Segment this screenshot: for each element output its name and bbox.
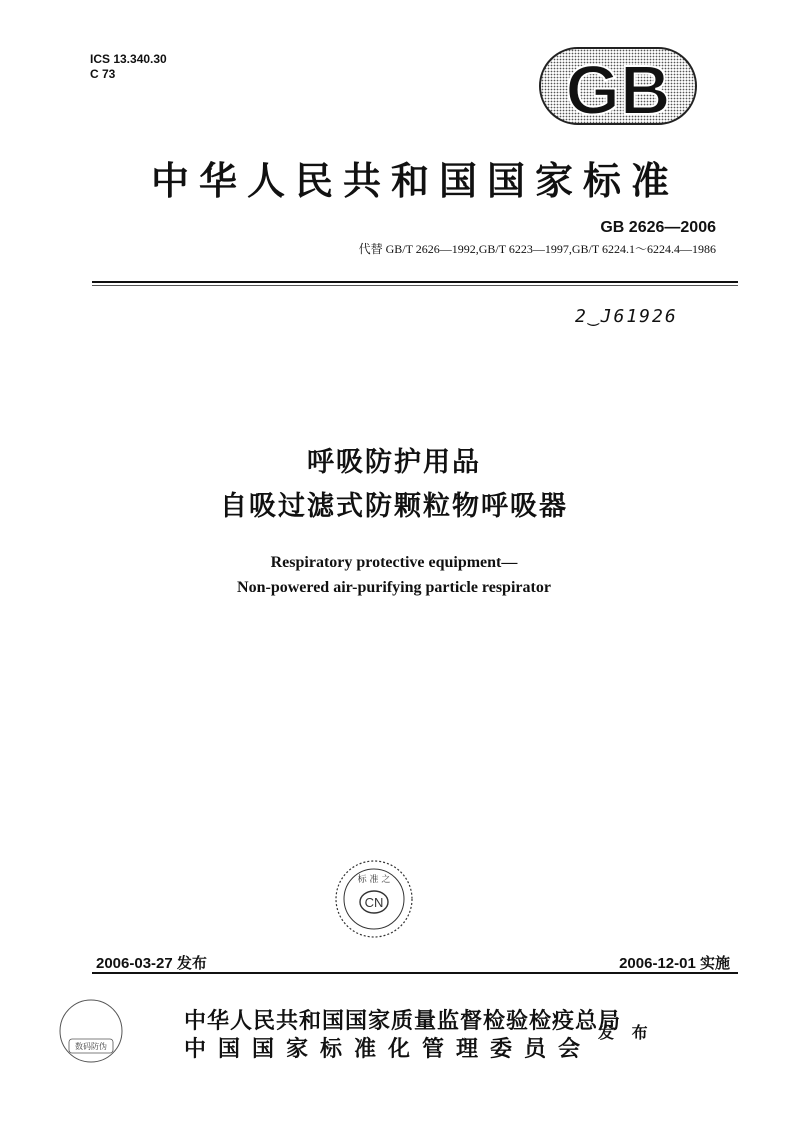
title-zh-line1: 呼吸防护用品 xyxy=(307,447,481,478)
replaces-standards: 代替 GB/T 2626—1992,GB/T 6223—1997,GB/T 6224.1～6224.4—1986 xyxy=(358,242,716,256)
title-zh-line2: 自吸过滤式防颗粒物呼吸器 xyxy=(220,491,568,522)
header-rule xyxy=(92,281,738,283)
issuer-line1: 中华人民共和国国家质量监督检验检疫总局 xyxy=(184,1008,622,1034)
title-en-line2: Non-powered air-purifying particle respirator xyxy=(237,579,551,596)
ccs-code: C 73 xyxy=(90,67,116,81)
issuer-line2: 中国国家标准化管理委员会 xyxy=(184,1036,593,1062)
header-rule-thin xyxy=(92,285,738,286)
seal-arc-text: 标 准 之 xyxy=(357,875,391,885)
title-en-line1: Respiratory protective equipment— xyxy=(270,554,518,571)
standards-seal xyxy=(328,858,420,940)
ics-code: ICS 13.340.30 xyxy=(90,52,167,66)
seal-center-text: CN xyxy=(364,895,384,910)
issue-date: 2006-03-27 发布 xyxy=(96,955,207,972)
implement-date: 2006-12-01 实施 xyxy=(619,955,730,972)
publish-label: 发 布 xyxy=(598,1023,654,1042)
anti-counterfeit-text: 数码防伪 xyxy=(75,1042,107,1051)
classification-codes xyxy=(90,52,167,82)
logo-text: GB xyxy=(565,51,671,126)
gb-logo xyxy=(538,46,698,126)
standard-type: 中华人民共和国国家标准 xyxy=(150,158,679,203)
standard-number: GB 2626—2006 xyxy=(600,219,716,236)
serial-stamp: 2‿J61926 xyxy=(575,306,678,327)
footer-rule xyxy=(92,972,738,974)
anti-counterfeit-seal xyxy=(58,998,124,1064)
